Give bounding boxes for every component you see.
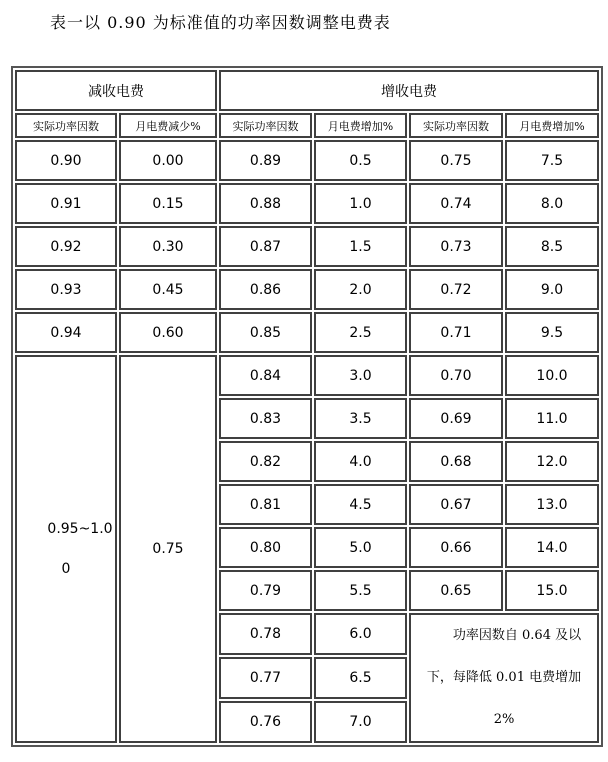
increase-pct-cell: 3.5 bbox=[314, 398, 407, 439]
reduce-pf-cell: 0.91 bbox=[15, 183, 117, 224]
increase-pf-cell: 0.67 bbox=[409, 484, 503, 525]
increase-pf-cell: 0.80 bbox=[219, 527, 312, 568]
power-factor-table bbox=[11, 66, 603, 747]
increase-pf-cell: 0.78 bbox=[219, 613, 312, 655]
increase-pct-cell: 7.5 bbox=[505, 140, 599, 181]
table-body bbox=[15, 70, 599, 743]
increase-pf-cell: 0.75 bbox=[409, 140, 503, 181]
increase-pct-cell: 8.0 bbox=[505, 183, 599, 224]
range-line-2: 0 bbox=[61, 561, 71, 577]
reduce-pct-cell: 0.15 bbox=[119, 183, 217, 224]
note-line-3: 2% bbox=[493, 712, 515, 727]
reduce-pf-cell: 0.92 bbox=[15, 226, 117, 267]
increase-pct-cell: 5.0 bbox=[314, 527, 407, 568]
increase-group-header: 增收电费 bbox=[219, 70, 599, 111]
increase-pct-cell: 1.5 bbox=[314, 226, 407, 267]
increase-pf-cell: 0.89 bbox=[219, 140, 312, 181]
column-header-row bbox=[15, 113, 599, 138]
table-row bbox=[15, 183, 599, 224]
increase-pct-cell: 1.0 bbox=[314, 183, 407, 224]
table-row bbox=[15, 355, 599, 396]
increase-pct-cell: 7.0 bbox=[314, 701, 407, 743]
increase-pct-cell: 8.5 bbox=[505, 226, 599, 267]
increase-pct-cell: 12.0 bbox=[505, 441, 599, 482]
increase-pct-cell: 15.0 bbox=[505, 570, 599, 611]
increase-pf-cell: 0.65 bbox=[409, 570, 503, 611]
col-header-pf: 实际功率因数 bbox=[409, 113, 503, 138]
increase-pf-cell: 0.70 bbox=[409, 355, 503, 396]
col-header-pf: 实际功率因数 bbox=[15, 113, 117, 138]
reduce-range-pf-cell bbox=[15, 355, 117, 743]
increase-pf-cell: 0.79 bbox=[219, 570, 312, 611]
increase-pf-cell: 0.88 bbox=[219, 183, 312, 224]
increase-pf-cell: 0.85 bbox=[219, 312, 312, 353]
increase-pf-cell: 0.76 bbox=[219, 701, 312, 743]
range-line-1: 0.95~1.0 bbox=[47, 521, 113, 537]
increase-pct-cell: 4.5 bbox=[314, 484, 407, 525]
reduce-range-pct-cell: 0.75 bbox=[119, 355, 217, 743]
reduce-pct-cell: 0.60 bbox=[119, 312, 217, 353]
increase-pct-cell: 6.0 bbox=[314, 613, 407, 655]
increase-pf-cell: 0.77 bbox=[219, 657, 312, 699]
reduce-pf-cell: 0.90 bbox=[15, 140, 117, 181]
increase-pct-cell: 11.0 bbox=[505, 398, 599, 439]
col-header-reduce-pct: 月电费减少% bbox=[119, 113, 217, 138]
increase-pct-cell: 5.5 bbox=[314, 570, 407, 611]
low-pf-note bbox=[409, 613, 599, 743]
reduce-group-header: 减收电费 bbox=[15, 70, 217, 111]
increase-pct-cell: 3.0 bbox=[314, 355, 407, 396]
increase-pct-cell: 10.0 bbox=[505, 355, 599, 396]
increase-pf-cell: 0.81 bbox=[219, 484, 312, 525]
increase-pf-cell: 0.68 bbox=[409, 441, 503, 482]
reduce-pf-cell: 0.94 bbox=[15, 312, 117, 353]
increase-pct-cell: 6.5 bbox=[314, 657, 407, 699]
note-line-1: 功率因数自 0.64 及以 bbox=[452, 628, 582, 643]
col-header-increase-pct: 月电费增加% bbox=[314, 113, 407, 138]
col-header-pf: 实际功率因数 bbox=[219, 113, 312, 138]
reduce-pf-cell: 0.93 bbox=[15, 269, 117, 310]
increase-pf-cell: 0.71 bbox=[409, 312, 503, 353]
increase-pct-cell: 9.0 bbox=[505, 269, 599, 310]
increase-pct-cell: 2.5 bbox=[314, 312, 407, 353]
increase-pct-cell: 14.0 bbox=[505, 527, 599, 568]
increase-pf-cell: 0.83 bbox=[219, 398, 312, 439]
table-row bbox=[15, 140, 599, 181]
increase-pf-cell: 0.87 bbox=[219, 226, 312, 267]
increase-pct-cell: 13.0 bbox=[505, 484, 599, 525]
increase-pf-cell: 0.82 bbox=[219, 441, 312, 482]
reduce-pct-cell: 0.45 bbox=[119, 269, 217, 310]
reduce-pct-cell: 0.30 bbox=[119, 226, 217, 267]
increase-pct-cell: 9.5 bbox=[505, 312, 599, 353]
increase-pf-cell: 0.66 bbox=[409, 527, 503, 568]
increase-pf-cell: 0.84 bbox=[219, 355, 312, 396]
increase-pf-cell: 0.69 bbox=[409, 398, 503, 439]
increase-pct-cell: 4.0 bbox=[314, 441, 407, 482]
increase-pf-cell: 0.73 bbox=[409, 226, 503, 267]
increase-pct-cell: 0.5 bbox=[314, 140, 407, 181]
note-line-2: 下，每降低 0.01 电费增加 bbox=[426, 670, 582, 685]
increase-pf-cell: 0.72 bbox=[409, 269, 503, 310]
increase-pct-cell: 2.0 bbox=[314, 269, 407, 310]
table-row bbox=[15, 269, 599, 310]
increase-pf-cell: 0.74 bbox=[409, 183, 503, 224]
col-header-increase-pct: 月电费增加% bbox=[505, 113, 599, 138]
table-row bbox=[15, 312, 599, 353]
table-title: 表一以 0.90 为标准值的功率因数调整电费表 bbox=[50, 13, 391, 32]
group-header-row bbox=[15, 70, 599, 111]
table-row bbox=[15, 226, 599, 267]
increase-pf-cell: 0.86 bbox=[219, 269, 312, 310]
reduce-pct-cell: 0.00 bbox=[119, 140, 217, 181]
